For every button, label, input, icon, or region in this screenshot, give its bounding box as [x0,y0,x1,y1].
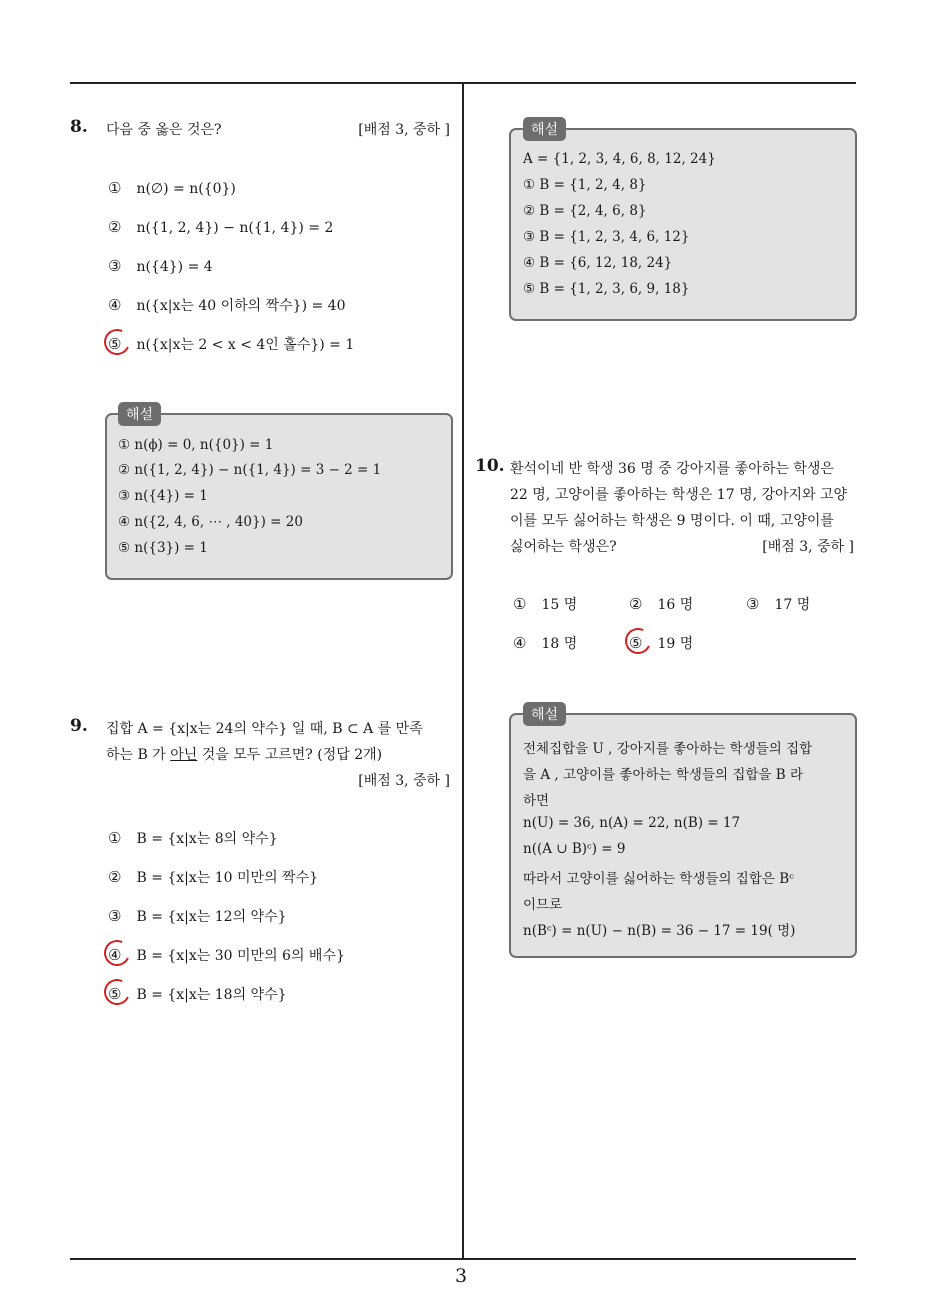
option-number: ③ [746,595,760,613]
question-text: 이를 모두 싫어하는 학생은 9 명이다. 이 때, 고양이를 [510,513,834,529]
option-number: ④ [513,634,527,652]
option-3[interactable] [108,906,287,926]
solution-line: ② n({1, 2, 4}) − n({1, 4}) = 3 − 2 = 1 [118,462,382,478]
option-text: n(∅) = n({0}) [136,181,236,197]
question-text-part: 것을 모두 고르면? (정답 2개) [197,747,383,763]
solution-line: n(U) = 36, n(A) = 22, n(B) = 17 [523,815,741,831]
option-number: ① [513,595,527,613]
points-label: [배점 3, 중하 ] [358,122,450,138]
option-1[interactable] [108,179,236,197]
points-label: [배점 3, 중하 ] [762,539,854,555]
option-number: ④ [108,946,122,964]
option-text: B = {x|x는 18의 약수} [136,987,287,1003]
option-text: 19 명 [657,636,694,652]
option-number: ⑤ [108,985,122,1003]
option-2[interactable] [108,867,318,887]
option-number: ② [629,595,643,613]
option-1[interactable] [513,594,577,614]
option-5[interactable] [108,984,287,1004]
solution-line: ② B = {2, 4, 6, 8} [523,203,647,219]
option-1[interactable] [108,828,278,848]
solution-line: ① B = {1, 2, 4, 8} [523,177,647,193]
question-text: 싫어하는 학생은? [510,539,617,555]
option-number: ① [108,179,122,197]
option-number: ⑤ [108,335,122,353]
question-number: 8. [70,117,88,137]
solution-tag: 해설 [523,117,566,141]
page-number: 3 [455,1265,468,1287]
question-text: 다음 중 옳은 것은? [106,122,222,138]
question-text: 22 명, 고양이를 좋아하는 학생은 17 명, 강아지와 고양 [510,487,848,503]
option-text: 18 명 [541,636,578,652]
option-3[interactable] [746,594,810,614]
option-text: n({x|x는 2 < x < 4인 홀수}) = 1 [136,337,355,353]
option-4[interactable] [513,633,577,653]
option-text: B = {x|x는 12의 약수} [136,909,287,925]
solution-line: ③ n({4}) = 1 [118,488,208,504]
option-text: B = {x|x는 8의 약수} [136,831,278,847]
option-text: B = {x|x는 30 미만의 6의 배수} [136,948,345,964]
option-text: n({x|x는 40 이하의 짝수}) = 40 [136,298,346,314]
column-divider [462,82,464,1260]
option-number: ② [108,218,122,236]
points-label: [배점 3, 중하 ] [358,773,450,789]
solution-line: 따라서 고양이를 싫어하는 학생들의 집합은 Bᶜ [523,871,794,887]
option-number: ⑤ [629,634,643,652]
solution-line: ④ n({2, 4, 6, ⋯ , 40}) = 20 [118,514,303,530]
option-number: ④ [108,296,122,314]
question-text: 집합 A = {x|x는 24의 약수} 일 때, B ⊂ A 를 만족 [106,721,423,737]
option-number: ① [108,829,122,847]
solution-tag: 해설 [523,702,566,726]
question-number: 10. [475,456,505,476]
bottom-rule [70,1258,856,1260]
solution-line: ④ B = {6, 12, 18, 24} [523,255,673,271]
solution-line: 하면 [523,793,550,809]
question-text [106,744,382,764]
question-number: 9. [70,716,88,736]
option-4[interactable] [108,295,345,315]
option-text: 17 명 [774,597,811,613]
solution-line: 전체집합을 U , 강아지를 좋아하는 학생들의 집합 [523,741,813,757]
option-number: ③ [108,907,122,925]
option-5[interactable] [108,334,354,354]
solution-line: n((A ∪ B)ᶜ) = 9 [523,841,626,857]
option-text: n({1, 2, 4}) − n({1, 4}) = 2 [136,220,334,236]
solution-line: ⑤ B = {1, 2, 3, 6, 9, 18} [523,281,690,297]
question-text-part: 하는 B 가 [106,747,171,763]
option-text: n({4}) = 4 [136,259,213,275]
option-text: 15 명 [541,597,578,613]
solution-line: 을 A , 고양이를 좋아하는 학생들의 집합을 B 라 [523,767,803,783]
solution-line: 이므로 [523,897,563,913]
solution-line: ⑤ n({3}) = 1 [118,540,208,556]
option-number: ② [108,868,122,886]
solution-line: A = {1, 2, 3, 4, 6, 8, 12, 24} [523,151,716,167]
option-text: 16 명 [657,597,694,613]
option-text: B = {x|x는 10 미만의 짝수} [136,870,319,886]
solution-line: ③ B = {1, 2, 3, 4, 6, 12} [523,229,690,245]
solution-line: n(Bᶜ) = n(U) − n(B) = 36 − 17 = 19( 명) [523,923,796,939]
question-text: 환석이네 반 학생 36 명 중 강아지를 좋아하는 학생은 [510,461,834,477]
solution-line: ① n(ϕ) = 0, n({0}) = 1 [118,437,274,453]
option-3[interactable] [108,257,213,275]
option-4[interactable] [108,945,345,965]
option-number: ③ [108,257,122,275]
option-2[interactable] [108,218,333,236]
option-2[interactable] [629,594,693,614]
emphasis-text: 아닌 [170,747,198,763]
solution-tag: 해설 [118,402,161,426]
